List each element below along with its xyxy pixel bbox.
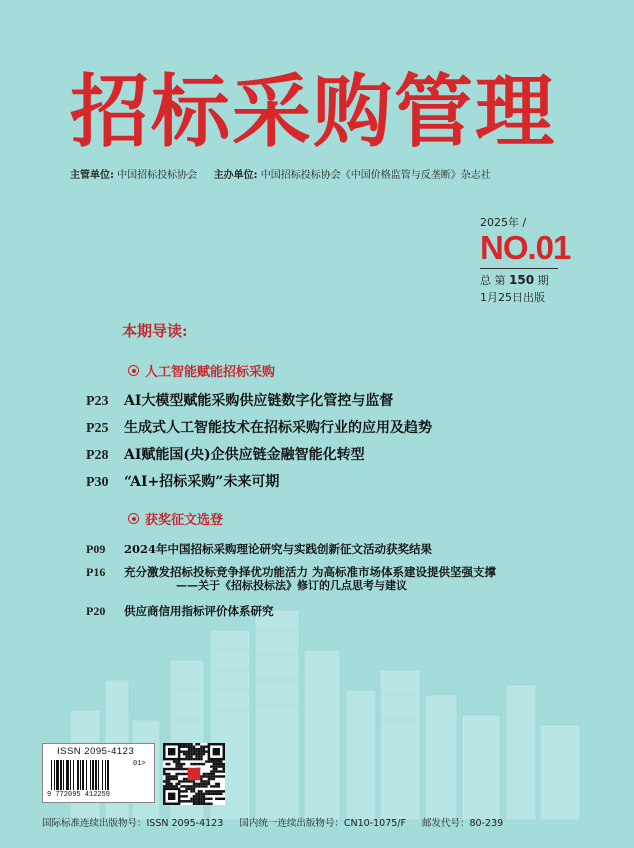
toc-item[interactable] <box>86 444 365 464</box>
toc-title: “AI+招标采购”未来可期 <box>124 474 280 490</box>
section-title-awards <box>128 509 223 528</box>
magazine-title: 招标采购管理 <box>70 66 556 158</box>
circle-bullet-icon <box>128 365 139 376</box>
toc-title: 生成式人工智能技术在招标采购行业的应用及趋势 <box>124 420 432 436</box>
toc-page: P16 <box>86 565 106 579</box>
supervisor-label: 主管单位: <box>70 170 114 181</box>
barcode-addon: 01> <box>133 760 146 768</box>
barcode-issn: ISSN 2095-4123 <box>57 746 135 757</box>
supervisor-name: 中国招标投标协会 <box>117 170 198 181</box>
issue-divider <box>480 268 558 269</box>
toc-page: P25 <box>86 421 109 436</box>
toc-item[interactable] <box>86 600 274 619</box>
section-title-ai <box>128 361 275 380</box>
issue-total <box>480 272 570 289</box>
circle-bullet-icon <box>128 513 139 524</box>
issue-total-number: 150 <box>509 273 535 287</box>
toc-page: P09 <box>86 542 106 556</box>
toc-title: 2024年中国招标采购理论研究与实践创新征文活动获奖结果 <box>124 542 433 556</box>
intl-serial-number: 国际标准连续出版物号：ISSN 2095-4123 <box>42 818 224 829</box>
issue-total-suffix: 期 <box>537 274 549 287</box>
barcode-digits: 9 772095 412259 <box>47 791 111 799</box>
toc-item[interactable] <box>86 538 432 557</box>
domestic-serial-number: 国内统一连续出版物号：CN10-1075/F <box>239 818 406 829</box>
barcode-icon <box>51 760 131 790</box>
toc-item[interactable] <box>86 390 393 410</box>
toc-page: P20 <box>86 604 106 618</box>
publication-info <box>42 815 503 829</box>
toc-page: P30 <box>86 475 109 490</box>
toc-subtitle: ——关于《招标投标法》修订的几点思考与建议 <box>176 579 407 592</box>
issue-date: 1月25日出版 <box>480 291 545 304</box>
toc-item[interactable] <box>86 471 279 491</box>
issue-number: NO.01 <box>480 229 571 266</box>
toc-title: AI大模型赋能采购供应链数字化管控与监督 <box>124 393 394 409</box>
barcode-box <box>42 743 155 803</box>
sponsors-line <box>70 166 491 181</box>
issue-total-prefix: 总 第 <box>480 274 506 287</box>
issue-year: 2025年 / <box>480 216 527 229</box>
toc-title: 供应商信用指标评价体系研究 <box>124 604 274 618</box>
toc-item[interactable] <box>86 417 432 437</box>
qr-code-icon <box>163 743 225 805</box>
toc-page: P28 <box>86 448 109 463</box>
toc-page: P23 <box>86 394 109 409</box>
sponsor-name: 中国招标投标协会《中国价格监管与反垄断》杂志社 <box>260 170 491 181</box>
contents-intro: 本期导读: <box>122 322 188 340</box>
section-title-text: 获奖征文选登 <box>145 513 224 528</box>
postal-code: 邮发代号：80-239 <box>422 818 504 829</box>
sponsor-label: 主办单位: <box>213 170 258 181</box>
toc-title: 充分激发招标投标竞争择优功能活力 为高标准市场体系建设提供坚强支撑 <box>124 565 496 579</box>
toc-title: AI赋能国(央)企供应链金融智能化转型 <box>124 447 365 463</box>
issue-block <box>480 216 570 307</box>
section-title-text: 人工智能赋能招标采购 <box>145 365 276 380</box>
